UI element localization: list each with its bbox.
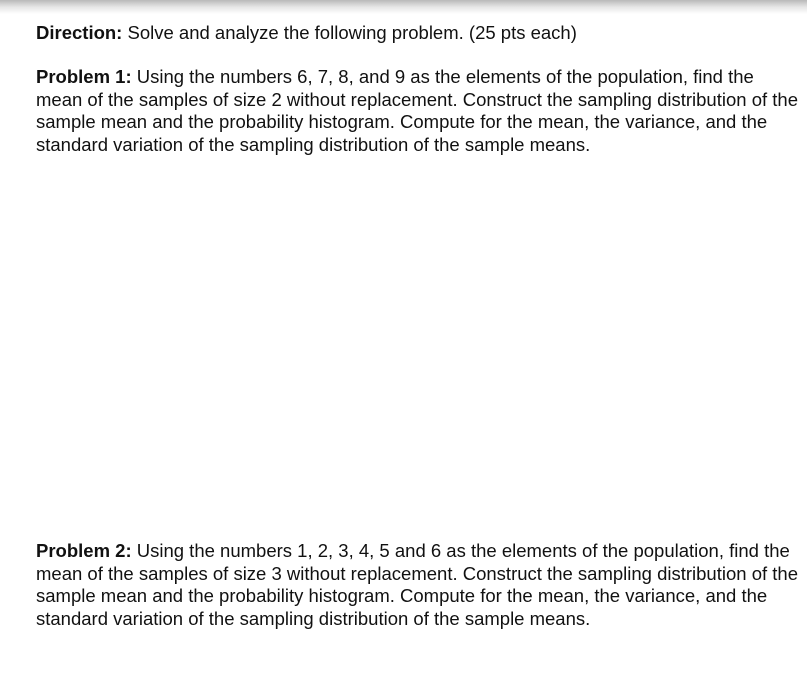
direction-paragraph [36,22,796,44]
problem-2-paragraph [36,540,800,630]
top-edge-shadow [0,0,807,14]
problem-1-label: Problem 1: [36,66,132,87]
direction-text: Solve and analyze the following problem. (25 pts each) [122,22,577,43]
problem-1-text: Using the numbers 6, 7, 8, and 9 as the elements of the population, find the mean of the samples of size 2 without replacement. Construct the sampling distribution of the sample mean and the probability histogram. Compute for the mean, the variance, and the standard variation of the sampling distribution of the sample means. [36,66,798,155]
problem-2-text: Using the numbers 1, 2, 3, 4, 5 and 6 as the elements of the population, find the mean of the samples of size 3 without replacement. Construct the sampling distribution of the sample mean and the probability histogram. Compute for the mean, the variance, and the standard variation of the sampling distribution of the sample means. [36,540,798,629]
direction-label: Direction: [36,22,123,43]
problem-2-label: Problem 2: [36,540,132,561]
problem-1-paragraph [36,66,800,156]
